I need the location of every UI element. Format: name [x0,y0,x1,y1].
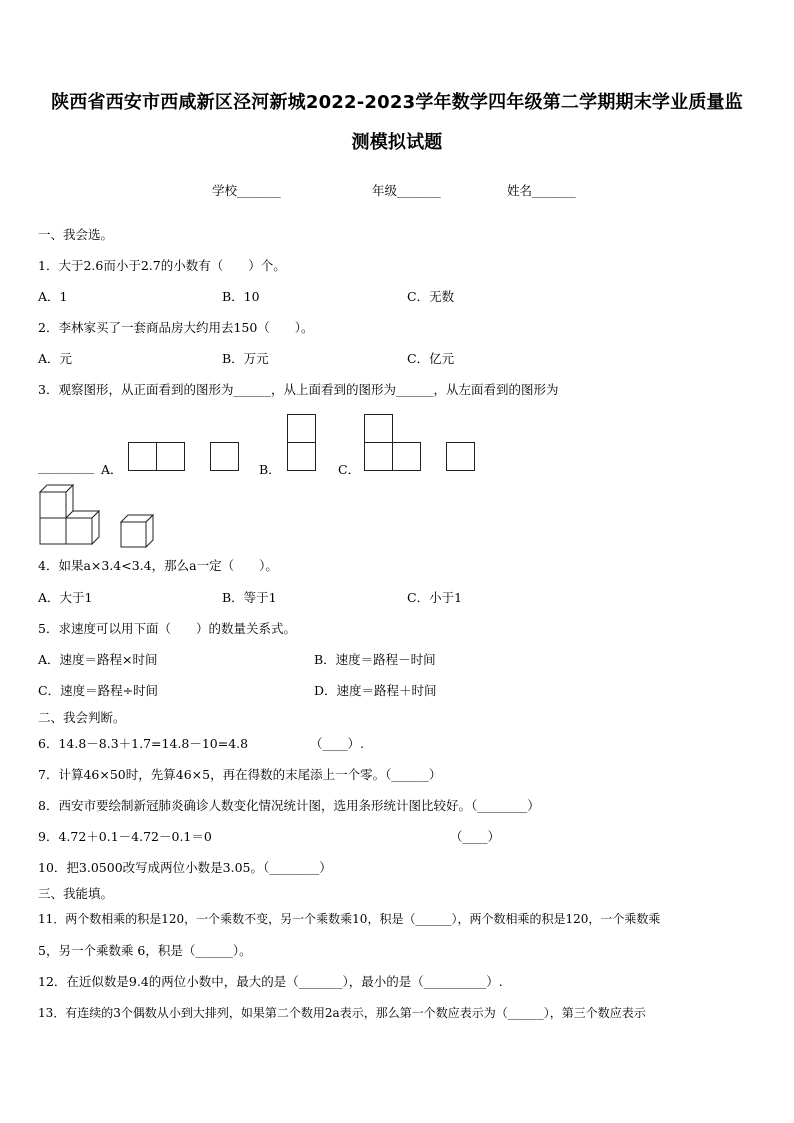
question-6-stem: 6．14.8－8.3＋1.7=14.8－10=4.8 [38,736,249,751]
question-7-stem: 7．计算46×50时，先算46×5，再在得数的末尾添上一个零。（______） [38,767,442,782]
section-heading-judge: 二、我会判断。 [38,710,126,725]
question-2-option-b: B．万元 [222,351,269,366]
option-c-square-single [446,442,475,471]
question-9-blank: （____） [450,829,501,844]
cube-bottom-right-front [66,518,92,544]
question-9-stem: 9．4.72＋0.1－4.72－0.1＝0 [38,829,212,844]
cube-bottom-left-front [40,518,66,544]
question-3-option-a-label: A． [101,462,123,477]
question-5-option-b: B．速度＝路程－时间 [314,652,436,667]
small-cube-front [121,522,146,547]
question-11-line2: 5，另一个乘数乘 6，积是（______）。 [38,943,252,958]
question-1-stem: 1．大于2.6而小于2.7的小数有（ ）个。 [38,258,286,273]
question-5-stem: 5．求速度可以用下面（ ）的数量关系式。 [38,621,296,636]
section-heading-choose: 一、我会选。 [38,227,114,242]
question-8-stem: 8．西安市要绘制新冠肺炎确诊人数变化情况统计图，选用条形统计图比较好。（________） [38,798,540,813]
option-c-square-bottom-right [392,442,421,471]
question-4-stem: 4．如果a×3.4<3.4，那么a一定（ ）。 [38,558,278,573]
question-11-line1: 11．两个数相乘的积是120，一个乘数不变，另一个乘数乘10，积是（______），两个数相乘的积是120，一个乘数乘 [38,912,661,926]
question-1-option-c: C．无数 [407,289,455,304]
question-10-stem: 10．把3.0500改写成两位小数是3.05。（________） [38,860,332,875]
option-b-square-bottom [287,442,316,471]
question-2-option-c: C．亿元 [407,351,455,366]
school-field: 学校_______ [212,183,281,198]
question-1-option-a: A．1 [38,289,68,304]
section-heading-fill: 三、我能填。 [38,886,114,901]
cube-top-front [40,492,66,518]
question-5-option-d: D．速度＝路程＋时间 [314,683,437,698]
question-4-option-c: C．小于1 [407,590,463,605]
question-12-stem: 12．在近似数是9.4的两位小数中，最大的是（_______），最小的是（__________）. [38,974,503,989]
question-3-blank: _________ [38,459,95,474]
question-3-option-c-label: C． [338,462,361,477]
question-3-option-b-label: B． [259,462,281,477]
question-5-option-a: A．速度＝路程×时间 [38,652,158,667]
question-6-blank: （____）. [310,736,364,751]
question-2-stem: 2．李林家买了一套商品房大约用去150（ ）。 [38,320,314,335]
option-a-square-3 [210,442,239,471]
option-a-square-1 [128,442,157,471]
option-a-square-2 [156,442,185,471]
question-13-stem: 13．有连续的3个偶数从小到大排列，如果第二个数用2a表示，那么第一个数应表示为（______），第三个数应表示 [38,1006,646,1020]
page-title-line1: 陕西省西安市西咸新区泾河新城2022-2023学年数学四年级第二学期期末学业质量监 [51,92,743,113]
question-4-option-b: B．等于1 [222,590,277,605]
question-1-option-b: B．10 [222,289,260,304]
question-2-option-a: A．元 [38,351,73,366]
cube-stack-figure [36,484,166,550]
question-4-option-a: A．大于1 [38,590,93,605]
option-c-square-top [364,414,393,443]
option-c-square-bottom-left [364,442,393,471]
grade-field: 年级_______ [372,183,441,198]
question-5-option-c: C．速度＝路程÷时间 [38,683,159,698]
question-3-stem: 3．观察图形，从正面看到的图形为______，从上面看到的图形为______，从左面看到的图形为 [38,382,559,397]
page-title-line2: 测模拟试题 [351,132,443,153]
option-b-square-top [287,414,316,443]
name-field: 姓名_______ [507,183,576,198]
